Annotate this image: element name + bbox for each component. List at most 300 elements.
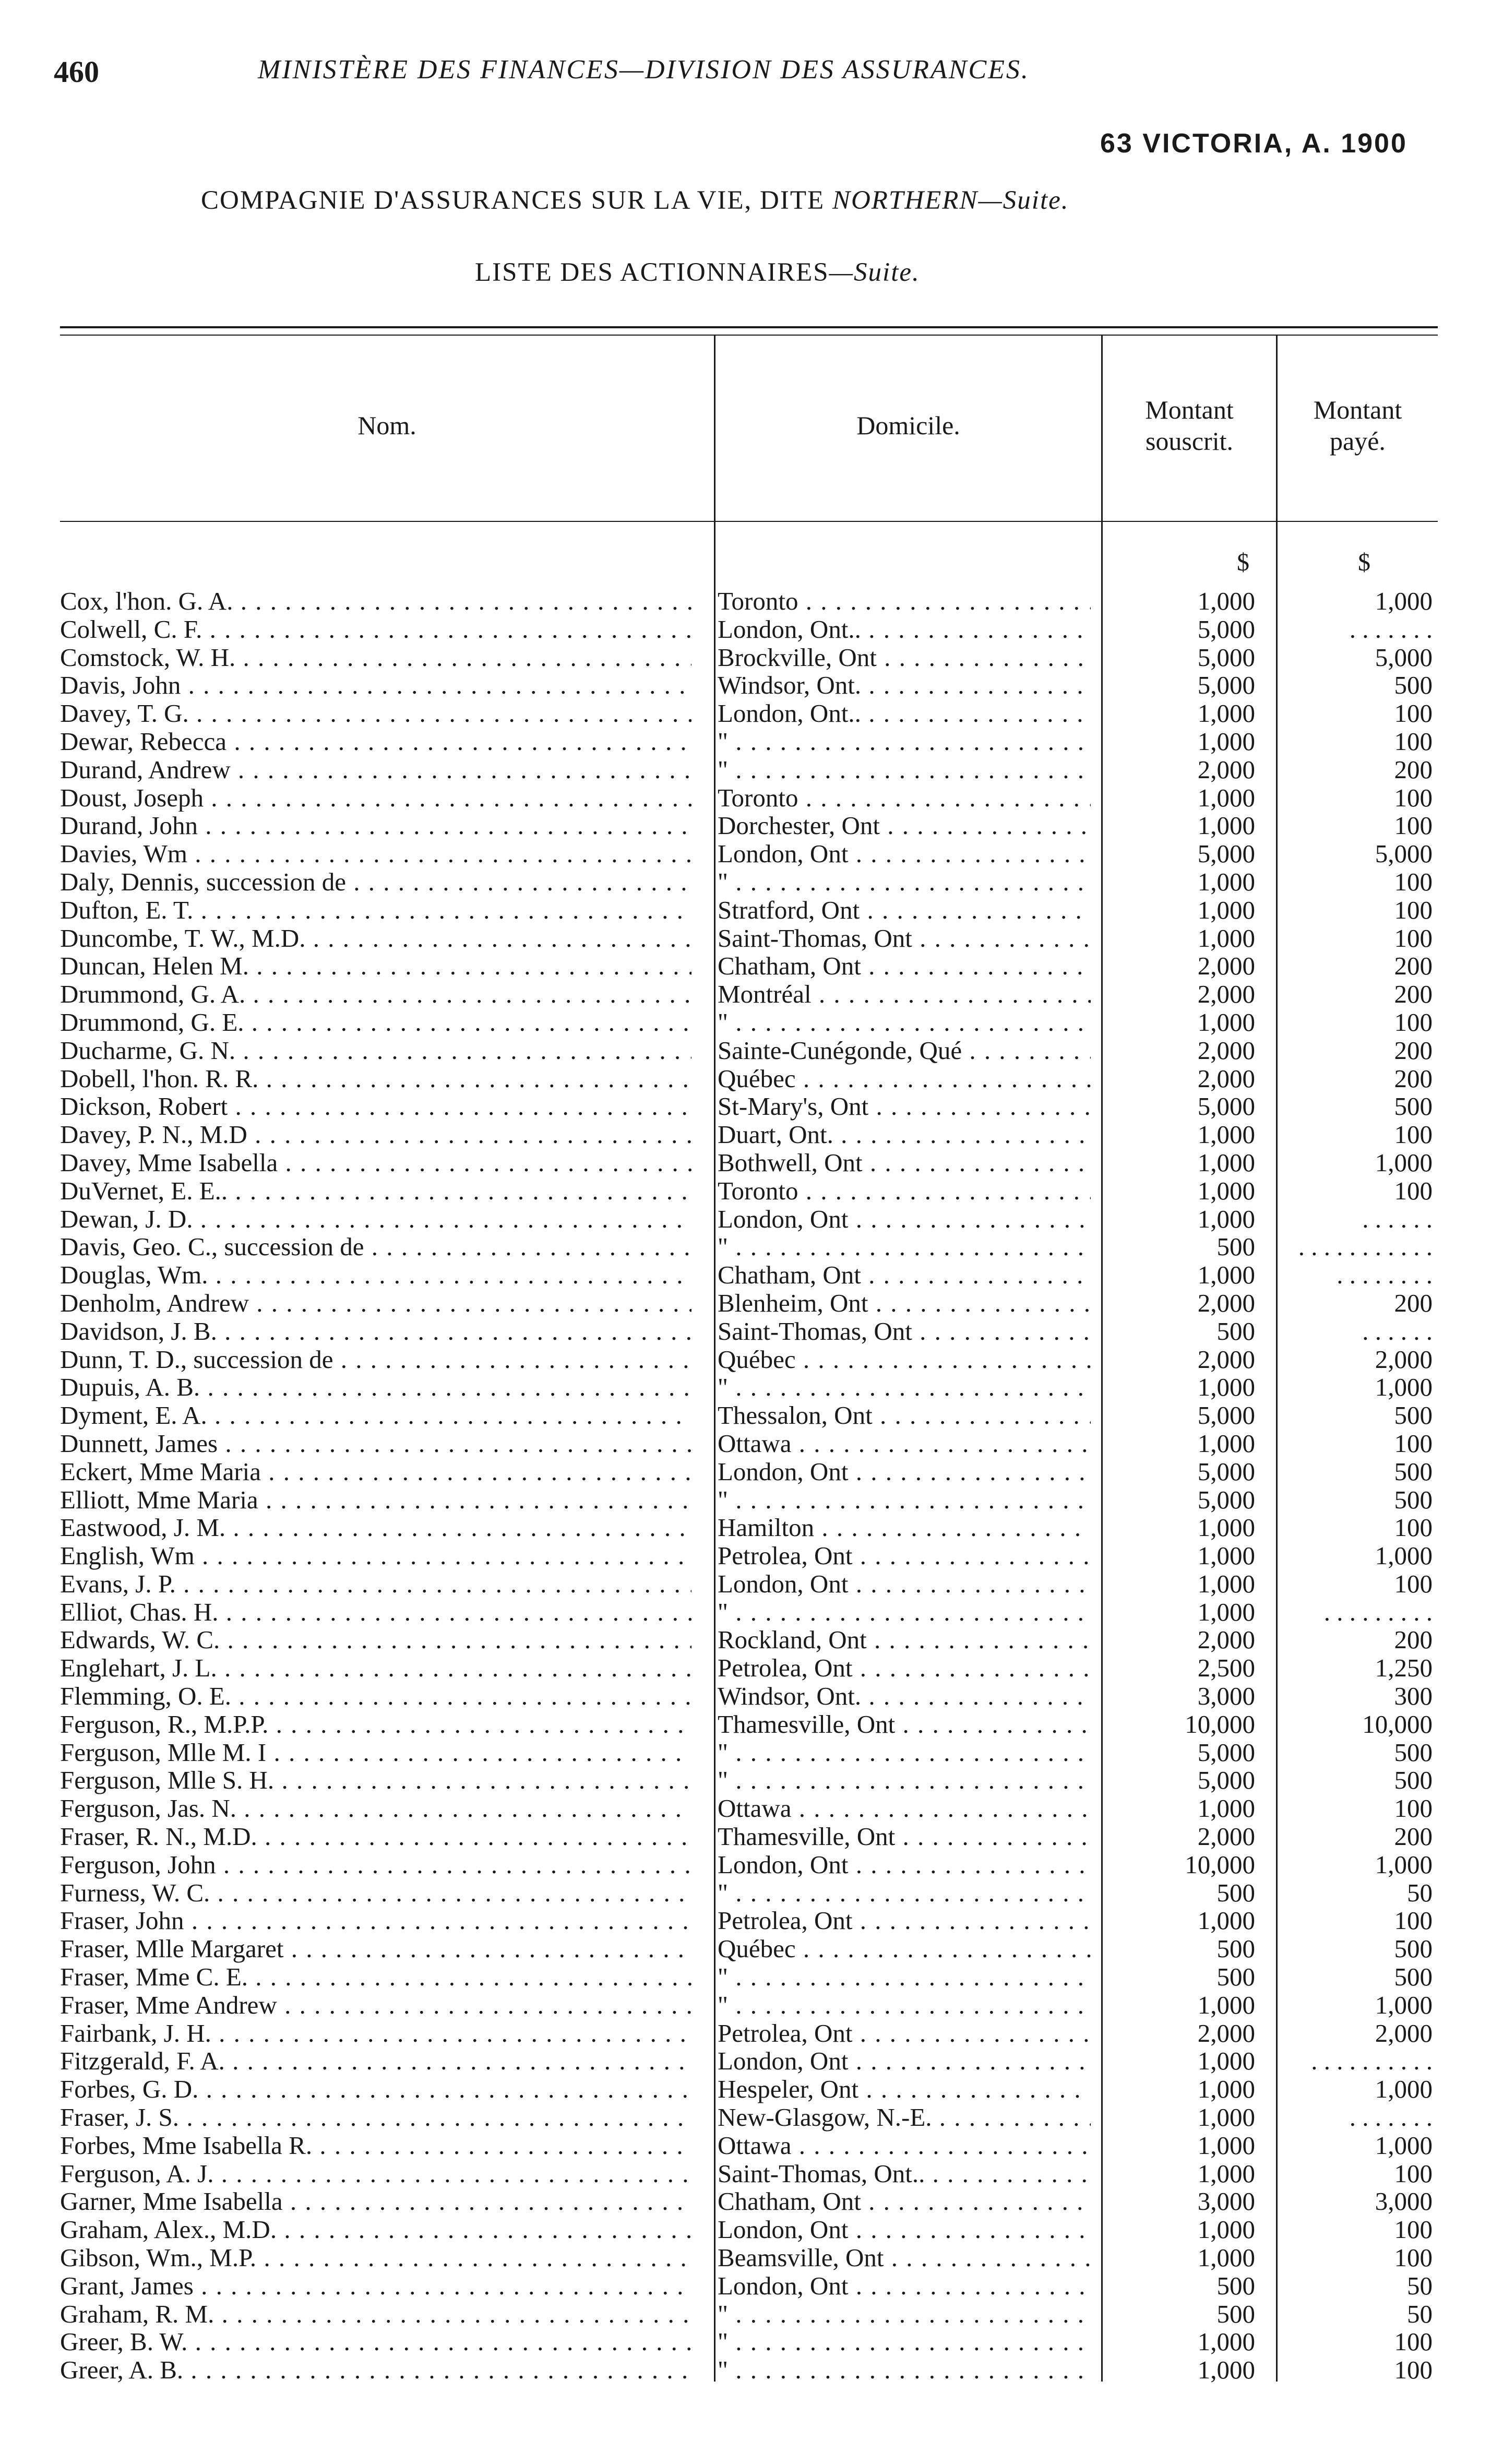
domicile: Petrolea, Ont . . . <box>718 1542 1091 1570</box>
amount-subscribed: 3,000 <box>1197 1682 1255 1711</box>
amount-subscribed: 1,000 <box>1197 1906 1255 1935</box>
table-row <box>0 1233 1503 1261</box>
domicile: London, Ont . . . <box>718 1851 1091 1879</box>
domicile: " . . . <box>718 2300 1091 2328</box>
domicile: Ottawa . . . <box>718 2132 1091 2160</box>
table-row <box>0 1008 1503 1037</box>
amount-paid: 50 <box>1407 1878 1433 1907</box>
amount-subscribed: 1,000 <box>1197 1569 1255 1598</box>
company-heading <box>201 185 1069 216</box>
table-row <box>0 1065 1503 1093</box>
table-row <box>0 1710 1503 1739</box>
shareholder-name: Dewar, Rebecca . . . <box>60 728 691 756</box>
page-number: 460 <box>54 55 99 89</box>
shareholder-name: Garner, Mme Isabella . . . <box>60 2187 691 2216</box>
amount-subscribed: 5,000 <box>1197 671 1255 700</box>
amount-subscribed: 2,000 <box>1197 1035 1255 1065</box>
table-row <box>0 2356 1503 2384</box>
header-subscribed <box>1103 394 1276 457</box>
shareholder-name: Ducharme, G. N. . . . <box>60 1037 691 1065</box>
amount-paid: . . . . . . <box>1362 1204 1433 1233</box>
table-row <box>0 1935 1503 1963</box>
shareholder-name: Dewan, J. D. . . . <box>60 1205 691 1233</box>
shareholder-name: Ferguson, A. J. . . . <box>60 2160 691 2188</box>
amount-subscribed: 1,000 <box>1197 587 1255 615</box>
amount-paid: 1,000 <box>1375 1990 1433 2019</box>
amount-paid: 100 <box>1394 923 1433 953</box>
amount-subscribed: 1,000 <box>1197 2215 1255 2244</box>
table-row <box>0 1261 1503 1289</box>
amount-subscribed: 1,000 <box>1197 2046 1255 2076</box>
shareholder-name: Grant, James . . . <box>60 2272 691 2300</box>
amount-subscribed: 2,000 <box>1197 1288 1255 1317</box>
amount-paid: 500 <box>1394 1766 1433 1795</box>
shareholder-name: Evans, J. P. . . . <box>60 1570 691 1598</box>
header-paid <box>1278 394 1438 457</box>
domicile: Petrolea, Ont . . . <box>718 1654 1091 1682</box>
table-row <box>0 756 1503 784</box>
amount-subscribed: 1,000 <box>1197 2243 1255 2272</box>
shareholder-name: Fitzgerald, F. A. . . . <box>60 2047 691 2075</box>
header-subscribed-line2: souscrit. <box>1145 426 1234 456</box>
header-paid-line2: payé. <box>1330 426 1386 456</box>
amount-paid: 100 <box>1394 2327 1433 2356</box>
amount-paid: 100 <box>1394 1176 1433 1205</box>
amount-paid: 1,000 <box>1375 1541 1433 1570</box>
amount-subscribed: 2,000 <box>1197 1822 1255 1851</box>
session-label: 63 VICTORIA, A. 1900 <box>1100 128 1407 159</box>
amount-subscribed: 1,000 <box>1197 867 1255 896</box>
table-row <box>0 1907 1503 1935</box>
amount-subscribed: 1,000 <box>1197 699 1255 728</box>
amount-paid: 100 <box>1394 699 1433 728</box>
domicile: " . . . <box>718 868 1091 896</box>
shareholder-name: Flemming, O. E. . . . <box>60 1682 691 1710</box>
amount-paid: 1,000 <box>1375 587 1433 615</box>
table-row <box>0 1991 1503 2019</box>
amount-paid: 5,000 <box>1375 642 1433 672</box>
domicile: Chatham, Ont . . . <box>718 2187 1091 2216</box>
table-row <box>0 868 1503 896</box>
shareholder-name: Durand, Andrew . . . <box>60 756 691 784</box>
shareholder-name: Ferguson, Mlle S. H. . . . <box>60 1766 691 1794</box>
shareholder-name: Eckert, Mme Maria . . . <box>60 1458 691 1486</box>
table-row <box>0 2216 1503 2244</box>
shareholder-name: Davey, T. G. . . . <box>60 699 691 728</box>
domicile: " . . . <box>718 2328 1091 2356</box>
company-heading-prefix: COMPAGNIE D'ASSURANCES SUR LA VIE, DITE <box>201 186 825 215</box>
shareholder-name: Dickson, Robert . . . <box>60 1092 691 1121</box>
shareholder-name: DuVernet, E. E.. . . . <box>60 1177 691 1205</box>
domicile: Québec . . . <box>718 1065 1091 1093</box>
domicile: " . . . <box>718 1598 1091 1626</box>
amount-paid: 100 <box>1394 2215 1433 2244</box>
shareholder-name: Dyment, E. A. . . . <box>60 1401 691 1430</box>
domicile: London, Ont . . . <box>718 2047 1091 2075</box>
amount-paid: 200 <box>1394 1822 1433 1851</box>
list-title: LISTE DES ACTIONNAIRES <box>475 258 829 287</box>
shareholder-name: Forbes, G. D. . . . <box>60 2075 691 2103</box>
table-row <box>0 896 1503 924</box>
amount-subscribed: 1,000 <box>1197 811 1255 840</box>
amount-subscribed: 1,000 <box>1197 2355 1255 2385</box>
amount-paid: 1,000 <box>1375 1373 1433 1402</box>
table-row <box>0 2132 1503 2160</box>
domicile: London, Ont . . . <box>718 1458 1091 1486</box>
domicile: Ottawa . . . <box>718 1430 1091 1458</box>
amount-paid: 200 <box>1394 1288 1433 1317</box>
amount-paid: . . . . . . . <box>1349 614 1433 644</box>
amount-paid: 3,000 <box>1375 2187 1433 2216</box>
amount-subscribed: 5,000 <box>1197 642 1255 672</box>
amount-subscribed: 1,000 <box>1197 1990 1255 2019</box>
amount-subscribed: 1,000 <box>1197 895 1255 924</box>
shareholder-name: Fraser, Mme Andrew . . . <box>60 1991 691 2019</box>
company-heading-suffix: —Suite. <box>978 186 1069 215</box>
domicile: Thamesville, Ont . . . <box>718 1823 1091 1851</box>
amount-paid: 50 <box>1407 2271 1433 2300</box>
amount-paid: 1,000 <box>1375 1148 1433 1177</box>
amount-paid: 1,000 <box>1375 1850 1433 1879</box>
shareholder-name: Ferguson, John . . . <box>60 1851 691 1879</box>
amount-subscribed: 10,000 <box>1185 1850 1255 1879</box>
amount-paid: . . . . . . . . . . <box>1311 2046 1433 2076</box>
amount-subscribed: 5,000 <box>1197 839 1255 868</box>
shareholder-name: Graham, Alex., M.D. . . . <box>60 2216 691 2244</box>
domicile: St-Mary's, Ont . . . <box>718 1092 1091 1121</box>
domicile: " . . . <box>718 1233 1091 1261</box>
amount-paid: 100 <box>1394 1906 1433 1935</box>
table-row <box>0 784 1503 812</box>
shareholder-name: Englehart, J. L. . . . <box>60 1654 691 1682</box>
table-row <box>0 671 1503 699</box>
amount-paid: 100 <box>1394 1794 1433 1823</box>
amount-paid: 500 <box>1394 1457 1433 1486</box>
table-row <box>0 587 1503 615</box>
amount-subscribed: 3,000 <box>1197 2187 1255 2216</box>
domicile: " . . . <box>718 1008 1091 1037</box>
domicile: " . . . <box>718 1963 1091 1991</box>
amount-subscribed: 1,000 <box>1197 1204 1255 1233</box>
domicile: Québec . . . <box>718 1346 1091 1374</box>
amount-subscribed: 500 <box>1216 1962 1255 1992</box>
shareholder-name: Fraser, J. S. . . . <box>60 2103 691 2132</box>
amount-subscribed: 5,000 <box>1197 614 1255 644</box>
table-row <box>0 1794 1503 1823</box>
amount-paid: . . . . . . <box>1362 1316 1433 1346</box>
amount-paid: . . . . . . . . . <box>1323 1597 1433 1626</box>
amount-subscribed: 10,000 <box>1185 1709 1255 1739</box>
table-row <box>0 1177 1503 1205</box>
amount-paid: . . . . . . . <box>1349 2103 1433 2132</box>
table-row <box>0 1092 1503 1121</box>
table-row <box>0 1037 1503 1065</box>
shareholder-name: Davey, Mme Isabella . . . <box>60 1149 691 1177</box>
amount-paid: 500 <box>1394 1962 1433 1992</box>
domicile: " . . . <box>718 1991 1091 2019</box>
amount-paid: 100 <box>1394 783 1433 812</box>
amount-subscribed: 2,000 <box>1197 1625 1255 1654</box>
domicile: Toronto . . . <box>718 784 1091 812</box>
domicile: London, Ont . . . <box>718 1205 1091 1233</box>
shareholder-name: Elliot, Chas. H. . . . <box>60 1598 691 1626</box>
amount-subscribed: 1,000 <box>1197 1120 1255 1149</box>
amount-subscribed: 1,000 <box>1197 783 1255 812</box>
list-title-suffix: —Suite. <box>829 258 920 287</box>
table-row <box>0 1963 1503 1991</box>
domicile: Windsor, Ont. . . . <box>718 1682 1091 1710</box>
amount-subscribed: 1,000 <box>1197 2159 1255 2188</box>
domicile: Ottawa . . . <box>718 1794 1091 1823</box>
amount-paid: 100 <box>1394 2243 1433 2272</box>
amount-paid: 100 <box>1394 2355 1433 2385</box>
shareholder-name: Daly, Dennis, succession de . . . <box>60 868 691 896</box>
table-row <box>0 1430 1503 1458</box>
table-row <box>0 1289 1503 1317</box>
shareholder-name: Denholm, Andrew . . . <box>60 1289 691 1317</box>
amount-subscribed: 500 <box>1216 1878 1255 1907</box>
table-row <box>0 1766 1503 1794</box>
amount-paid: 500 <box>1394 671 1433 700</box>
shareholder-name: Davey, P. N., M.D . . . <box>60 1121 691 1149</box>
table-row <box>0 1486 1503 1514</box>
header-domicile: Domicile. <box>856 411 960 440</box>
shareholder-name: Dunn, T. D., succession de . . . <box>60 1346 691 1374</box>
list-heading <box>475 257 920 288</box>
table-row <box>0 2019 1503 2048</box>
amount-paid: 500 <box>1394 1401 1433 1430</box>
shareholder-name: Ferguson, Mlle M. I . . . <box>60 1739 691 1767</box>
amount-subscribed: 1,000 <box>1197 1597 1255 1626</box>
domicile: " . . . <box>718 756 1091 784</box>
amount-paid: 100 <box>1394 1120 1433 1149</box>
shareholder-name: Ferguson, R., M.P.P. . . . <box>60 1710 691 1739</box>
amount-paid: 100 <box>1394 2159 1433 2188</box>
shareholder-name: Dunnett, James . . . <box>60 1430 691 1458</box>
table-row <box>0 1598 1503 1626</box>
amount-paid: 200 <box>1394 1625 1433 1654</box>
shareholder-name: Fraser, Mme C. E. . . . <box>60 1963 691 1991</box>
amount-subscribed: 1,000 <box>1197 1373 1255 1402</box>
amount-paid: 500 <box>1394 1934 1433 1963</box>
currency-paid: $ <box>1358 549 1370 576</box>
amount-subscribed: 5,000 <box>1197 1092 1255 1121</box>
table-row <box>0 2187 1503 2216</box>
amount-paid: 2,000 <box>1375 1344 1433 1374</box>
shareholder-name: Dufton, E. T. . . . <box>60 896 691 924</box>
shareholder-name: Elliott, Mme Maria . . . <box>60 1486 691 1514</box>
domicile: London, Ont . . . <box>718 840 1091 868</box>
domicile: Toronto . . . <box>718 1177 1091 1205</box>
table-row <box>0 1458 1503 1486</box>
domicile: Hespeler, Ont . . . <box>718 2075 1091 2103</box>
amount-subscribed: 5,000 <box>1197 1401 1255 1430</box>
shareholder-name: Davis, John . . . <box>60 671 691 699</box>
amount-subscribed: 1,000 <box>1197 2075 1255 2104</box>
shareholder-name: Douglas, Wm. . . . <box>60 1261 691 1289</box>
amount-subscribed: 500 <box>1216 2271 1255 2300</box>
shareholder-name: Davies, Wm . . . <box>60 840 691 868</box>
domicile: London, Ont . . . <box>718 1570 1091 1598</box>
amount-paid: . . . . . . . . . . . <box>1298 1232 1433 1261</box>
domicile: London, Ont.. . . . <box>718 615 1091 644</box>
table-row <box>0 1851 1503 1879</box>
running-title: MINISTÈRE DES FINANCES—DIVISION DES ASSURANCES. <box>258 55 1030 85</box>
amount-subscribed: 500 <box>1216 1232 1255 1261</box>
amount-paid: 1,250 <box>1375 1653 1433 1683</box>
header-subscribed-line1: Montant <box>1145 395 1234 424</box>
table-row <box>0 1823 1503 1851</box>
domicile: Montréal . . . <box>718 980 1091 1008</box>
amount-paid: 100 <box>1394 1513 1433 1542</box>
domicile: Blenheim, Ont . . . <box>718 1289 1091 1317</box>
shareholder-name: English, Wm . . . <box>60 1542 691 1570</box>
amount-subscribed: 1,000 <box>1197 1176 1255 1205</box>
domicile: Hamilton . . . <box>718 1514 1091 1542</box>
amount-paid: 100 <box>1394 727 1433 756</box>
shareholder-name: Ferguson, Jas. N. . . . <box>60 1794 691 1823</box>
domicile: " . . . <box>718 1879 1091 1907</box>
domicile: Chatham, Ont . . . <box>718 952 1091 980</box>
shareholder-name: Forbes, Mme Isabella R. . . . <box>60 2132 691 2160</box>
domicile: " . . . <box>718 1739 1091 1767</box>
amount-subscribed: 1,000 <box>1197 1794 1255 1823</box>
table-row <box>0 2300 1503 2328</box>
amount-subscribed: 1,000 <box>1197 923 1255 953</box>
amount-paid: 10,000 <box>1362 1709 1433 1739</box>
domicile: " . . . <box>718 1373 1091 1401</box>
table-row <box>0 1205 1503 1233</box>
table-row <box>0 1373 1503 1401</box>
domicile: Chatham, Ont . . . <box>718 1261 1091 1289</box>
domicile: " . . . <box>718 1486 1091 1514</box>
shareholder-name: Graham, R. M. . . . <box>60 2300 691 2328</box>
amount-paid: 200 <box>1394 755 1433 784</box>
shareholder-name: Greer, B. W. . . . <box>60 2328 691 2356</box>
amount-subscribed: 2,000 <box>1197 755 1255 784</box>
table-row <box>0 952 1503 980</box>
amount-paid: 1,000 <box>1375 2075 1433 2104</box>
domicile: Petrolea, Ont . . . <box>718 2019 1091 2048</box>
table-top-rule-thin <box>60 335 1438 336</box>
shareholder-name: Davis, Geo. C., succession de . . . <box>60 1233 691 1261</box>
shareholder-name: Duncombe, T. W., M.D. . . . <box>60 924 691 953</box>
table-row <box>0 924 1503 953</box>
amount-paid: 100 <box>1394 811 1433 840</box>
amount-paid: 200 <box>1394 980 1433 1009</box>
table-row <box>0 1739 1503 1767</box>
amount-paid: 300 <box>1394 1682 1433 1711</box>
table-row <box>0 812 1503 840</box>
shareholder-name: Fraser, R. N., M.D. . . . <box>60 1823 691 1851</box>
table-row <box>0 1626 1503 1654</box>
shareholder-name: Cox, l'hon. G. A. . . . <box>60 587 691 615</box>
shareholder-name: Drummond, G. A. . . . <box>60 980 691 1008</box>
amount-paid: 500 <box>1394 1485 1433 1514</box>
amount-paid: 500 <box>1394 1737 1433 1767</box>
domicile: " . . . <box>718 1766 1091 1794</box>
domicile: Beamsville, Ont . . . <box>718 2244 1091 2272</box>
amount-paid: 1,000 <box>1375 2130 1433 2160</box>
domicile: Thessalon, Ont . . . <box>718 1401 1091 1430</box>
table-row <box>0 1346 1503 1374</box>
header-paid-line1: Montant <box>1313 395 1402 424</box>
table-row <box>0 728 1503 756</box>
domicile: Brockville, Ont . . . <box>718 644 1091 672</box>
table-row <box>0 1401 1503 1430</box>
amount-paid: 2,000 <box>1375 2018 1433 2048</box>
domicile: London, Ont.. . . . <box>718 699 1091 728</box>
amount-paid: 5,000 <box>1375 839 1433 868</box>
domicile: Saint-Thomas, Ont.. . . . <box>718 2160 1091 2188</box>
amount-subscribed: 1,000 <box>1197 2130 1255 2160</box>
amount-subscribed: 2,000 <box>1197 951 1255 981</box>
domicile: Sainte-Cunégonde, Qué . . . <box>718 1037 1091 1065</box>
amount-subscribed: 500 <box>1216 1316 1255 1346</box>
domicile: Rockland, Ont . . . <box>718 1626 1091 1654</box>
domicile: Duart, Ont. . . . <box>718 1121 1091 1149</box>
header-bottom-rule <box>60 521 1438 522</box>
table-row <box>0 1121 1503 1149</box>
domicile: Stratford, Ont . . . <box>718 896 1091 924</box>
table-row <box>0 980 1503 1008</box>
amount-subscribed: 1,000 <box>1197 1513 1255 1542</box>
amount-paid: 200 <box>1394 1035 1433 1065</box>
domicile: Toronto . . . <box>718 587 1091 615</box>
domicile: Saint-Thomas, Ont . . . <box>718 1317 1091 1346</box>
shareholder-name: Fraser, John . . . <box>60 1907 691 1935</box>
domicile: Bothwell, Ont . . . <box>718 1149 1091 1177</box>
amount-paid: 200 <box>1394 951 1433 981</box>
company-name: NORTHERN <box>832 186 979 215</box>
table-row <box>0 2244 1503 2272</box>
amount-subscribed: 5,000 <box>1197 1485 1255 1514</box>
shareholder-name: Furness, W. C. . . . <box>60 1879 691 1907</box>
table-row <box>0 1317 1503 1346</box>
table-top-rule-thick <box>60 326 1438 328</box>
shareholder-name: Greer, A. B. . . . <box>60 2356 691 2384</box>
amount-subscribed: 1,000 <box>1197 1007 1255 1037</box>
table-row <box>0 2103 1503 2132</box>
amount-subscribed: 2,000 <box>1197 2018 1255 2048</box>
amount-paid: 100 <box>1394 867 1433 896</box>
table-row <box>0 1879 1503 1907</box>
table-row <box>0 644 1503 672</box>
shareholder-rows <box>0 587 1503 2384</box>
amount-subscribed: 1,000 <box>1197 1148 1255 1177</box>
amount-subscribed: 2,000 <box>1197 1344 1255 1374</box>
domicile: " . . . <box>718 728 1091 756</box>
amount-subscribed: 1,000 <box>1197 2103 1255 2132</box>
shareholder-name: Eastwood, J. M. . . . <box>60 1514 691 1542</box>
table-row <box>0 1542 1503 1570</box>
table-row <box>0 2047 1503 2075</box>
shareholder-name: Fairbank, J. H. . . . <box>60 2019 691 2048</box>
domicile: " . . . <box>718 2356 1091 2384</box>
amount-subscribed: 500 <box>1216 2299 1255 2328</box>
amount-paid: 100 <box>1394 1569 1433 1598</box>
amount-subscribed: 2,000 <box>1197 980 1255 1009</box>
shareholder-name: Duncan, Helen M. . . . <box>60 952 691 980</box>
domicile: Petrolea, Ont . . . <box>718 1907 1091 1935</box>
shareholder-name: Dupuis, A. B. . . . <box>60 1373 691 1401</box>
amount-subscribed: 1,000 <box>1197 2327 1255 2356</box>
amount-subscribed: 500 <box>1216 1934 1255 1963</box>
table-row <box>0 2272 1503 2300</box>
domicile: New-Glasgow, N.-E. . . . <box>718 2103 1091 2132</box>
table-row <box>0 1682 1503 1710</box>
amount-paid: 100 <box>1394 895 1433 924</box>
